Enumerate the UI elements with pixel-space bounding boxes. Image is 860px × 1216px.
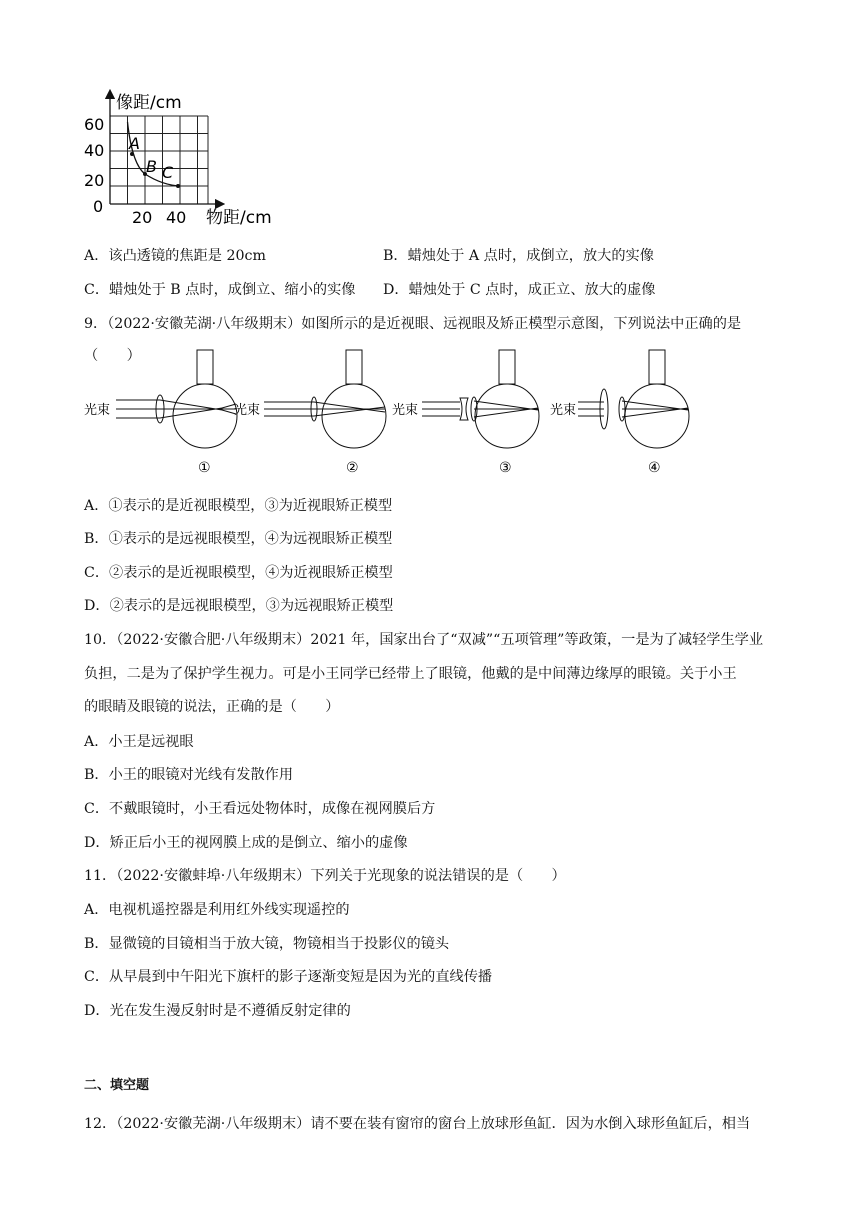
x-tick-20: 20 <box>132 208 153 227</box>
eye-model-4 <box>578 350 689 448</box>
q10-stem-line1: 10．（2022·安徽合肥·八年级期末）2021 年，国家出台了“双减”“五项管理”等政策，一是为了减轻学生学业 <box>84 632 764 648</box>
q9-stem-line2: （ ） <box>84 348 141 364</box>
q10-stem-line3: 的眼睛及眼镜的说法，正确的是（ ） <box>84 699 340 715</box>
graph-grid <box>110 116 208 204</box>
q11-option-a: A．电视机遥控器是利用红外线实现遥控的 <box>84 902 350 918</box>
point-c <box>176 184 180 188</box>
q10-stem-line2: 负担，二是为了保护学生视力。可是小王同学已经带上了眼镜，他戴的是中间薄边缘厚的眼镜。关于小王 <box>84 666 737 682</box>
q10-option-d: D．矫正后小王的视网膜上成的是倒立、缩小的虚像 <box>84 835 408 851</box>
eye-model-4-number: ④ <box>648 460 661 476</box>
label-a: A <box>129 134 140 153</box>
q10-option-a: A．小王是远视眼 <box>84 734 194 750</box>
eye-model-1-number: ① <box>198 460 211 476</box>
q9-option-a: A．①表示的是近视眼模型，③为近视眼矫正模型 <box>84 498 393 514</box>
q8-option-b: B．蜡烛处于 A 点时，成倒立，放大的实像 <box>383 248 654 264</box>
q12-stem-line1: 12．（2022·安徽芜湖·八年级期末）请不要在装有窗帘的窗台上放球形鱼缸．因为水倒入球形鱼缸后，相当 <box>84 1116 751 1132</box>
q11-option-c: C．从早晨到中午阳光下旗杆的影子逐渐变短是因为光的直线传播 <box>84 969 493 985</box>
y-tick-60: 60 <box>84 115 105 134</box>
x-tick-40: 40 <box>166 208 187 227</box>
eye-model-3-beam-label: 光束 <box>392 403 419 418</box>
label-b: B <box>146 157 157 176</box>
q9-option-b: B．①表示的是远视眼模型，④为远视眼矫正模型 <box>84 531 393 547</box>
q9-stem-line1: 9．（2022·安徽芜湖·八年级期末）如图所示的是近视眼、远视眼及矫正模型示意图，下列说法中正确的是 <box>84 316 742 332</box>
q11-option-b: B．显微镜的目镜相当于放大镜，物镜相当于投影仪的镜头 <box>84 936 450 952</box>
q9-option-c: C．②表示的是近视眼模型，④为近视眼矫正模型 <box>84 565 393 581</box>
q8-option-d: D．蜡烛处于 C 点时，成正立、放大的虚像 <box>383 282 656 298</box>
eye-model-1 <box>116 350 237 448</box>
y-tick-40: 40 <box>84 141 105 160</box>
q11-option-d: D．光在发生漫反射时是不遵循反射定律的 <box>84 1003 351 1019</box>
eye-model-2 <box>264 350 386 448</box>
section-heading-fill-in: 二、填空题 <box>84 1078 150 1093</box>
eye-model-diagrams <box>82 346 702 486</box>
eye-model-2-number: ② <box>346 460 359 476</box>
y-tick-20: 20 <box>84 171 105 190</box>
q10-option-b: B．小王的眼镜对光线有发散作用 <box>84 767 294 783</box>
q9-option-d: D．②表示的是远视眼模型，③为远视眼矫正模型 <box>84 598 394 614</box>
eye-model-2-beam-label: 光束 <box>234 403 261 418</box>
q8-option-a: A．该凸透镜的焦距是 20cm <box>84 248 266 264</box>
y-axis-label: 像距/cm <box>116 93 182 113</box>
eye-model-4-beam-label: 光束 <box>550 403 577 418</box>
q10-option-c: C．不戴眼镜时，小王看远处物体时，成像在视网膜后方 <box>84 801 436 817</box>
image-distance-graph <box>82 86 282 232</box>
eye-model-1-beam-label: 光束 <box>84 403 111 418</box>
x-axis-label: 物距/cm <box>206 208 272 228</box>
q11-stem: 11．（2022·安徽蚌埠·八年级期末）下列关于光现象的说法错误的是（ ） <box>84 868 566 884</box>
label-c: C <box>162 163 174 182</box>
eye-model-3 <box>422 350 539 448</box>
q8-option-c: C．蜡烛处于 B 点时，成倒立、缩小的实像 <box>84 282 356 298</box>
y-tick-0: 0 <box>93 197 104 216</box>
eye-model-3-number: ③ <box>499 460 512 476</box>
